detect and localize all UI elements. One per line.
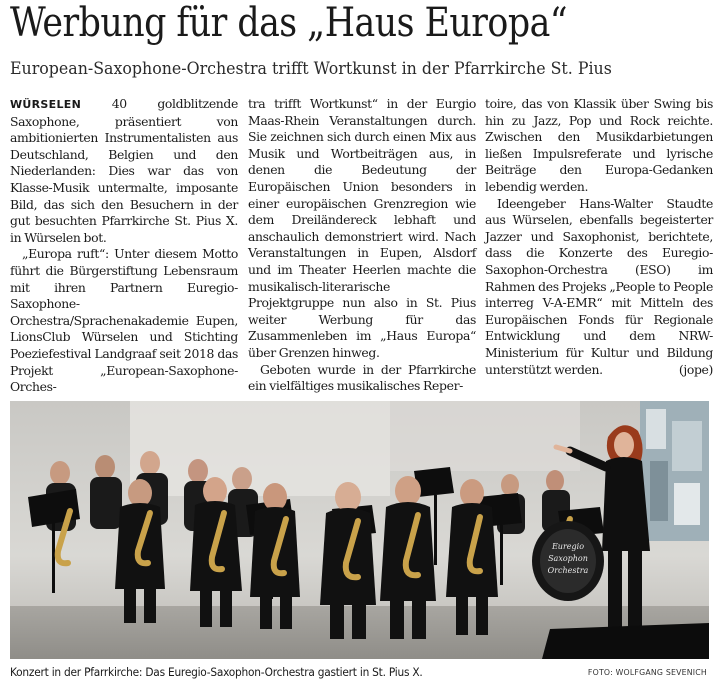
caption-label: Konzert in der Pfarrkirche:: [10, 665, 143, 679]
church-window: [640, 401, 709, 541]
orchestra-illustration: [10, 401, 709, 659]
bass-drum: [532, 521, 604, 601]
paragraph-4: [485, 196, 713, 379]
paragraph-1: [10, 96, 238, 246]
paragraph-2-continued: tra trifft Wortkunst“ in der Eurgio Maas-Rhein Veranstaltungen durch. Sie zeichnen sich durch einen Mix aus Musik und Wortbeiträgen aus, in denen die Bedeutung der Europäischen Union besonders in einer europäischen Grenzregion wie dem Dreiländereck lebhaft und anschaulich demonstriert wird. Nach Veranstaltungen in Eupen, Alsdorf und im Theater Heerlen machte die musikalisch-literarische Projektgruppe nun also in St. Pius weiter Werbung für das Zusammenleben im „Haus Europa“ über Grenzen hinweg.: [248, 96, 476, 360]
paragraph-3: Geboten wurde in der Pfarrkirche ein vielfältiges musikalisches Reper-: [248, 361, 476, 394]
drum-logo-line-1: Euregio: [551, 542, 585, 551]
text-column-1: [10, 96, 238, 396]
article-headline: Werbung für das „Haus Europa“: [10, 0, 568, 46]
paragraph-2: „Europa ruft“: Unter diesem Motto führt die Bürgerstiftung Lebensraum mit ihren Partnern Euregio-Saxophone-Orchestra/Sprachenakademie Eupen, LionsClub Würselen und Stichting Poeziefestival Landgraaf seit 2018 das Projekt „European-Saxophone-Orches-: [10, 246, 238, 395]
paragraph-1-text: 40 goldblitzende Saxophone, präsentiert von ambitionierten Instrumentalisten aus Deutschland, Belgien und den Niederlanden: Dies war das von Klasse-Musik untermalte, imposante Bild, das sich den Besuchern in der gut besuchten Pfarrkirche St. Pius X. in Würselen bot.: [10, 96, 238, 245]
caption-description: Das Euregio-Saxophon-Orchestra gastiert in St. Pius X.: [145, 665, 423, 679]
byline: (jope): [678, 361, 713, 377]
conductor-podium: [542, 623, 709, 659]
text-column-2: [248, 96, 476, 395]
dateline: WÜRSELEN: [10, 98, 82, 111]
photo-credit: FOTO: WOLFGANG SEVENICH: [587, 668, 707, 677]
drum-logo-line-3: Orchestra: [547, 566, 589, 575]
paragraph-4-text: Ideengeber Hans-Walter Staudte aus Würselen, ebenfalls begeisterter Jazzer und Saxophonist, berichtete, dass die Konzerte des Euregio-Saxophon-Orchestra (ESO) im Rahmen des Projeks „People to People interreg V-A-EMR“ mit Mitteln des Europäischen Fonds für Regionale Entwicklung und dem NRW-Ministerium für Kultur und Bildung unterstützt werden.: [485, 195, 713, 377]
orchestra-photo: [10, 401, 709, 659]
caption-text-wrapper: [10, 662, 423, 682]
paragraph-3-continued: toire, das von Klassik über Swing bis hin zu Jazz, Pop und Rock reichte. Zwischen den Musikdarbietungen ließen Impulsreferate und lyrische Beiträge den Europa-Gedanken lebendig werden.: [485, 96, 713, 194]
article-subheadline: European-Saxophone-Orchestra trifft Wortkunst in der Pfarrkirche St. Pius: [10, 59, 612, 79]
drum-logo-line-2: Saxophon: [548, 554, 588, 563]
text-column-3: [485, 96, 713, 378]
